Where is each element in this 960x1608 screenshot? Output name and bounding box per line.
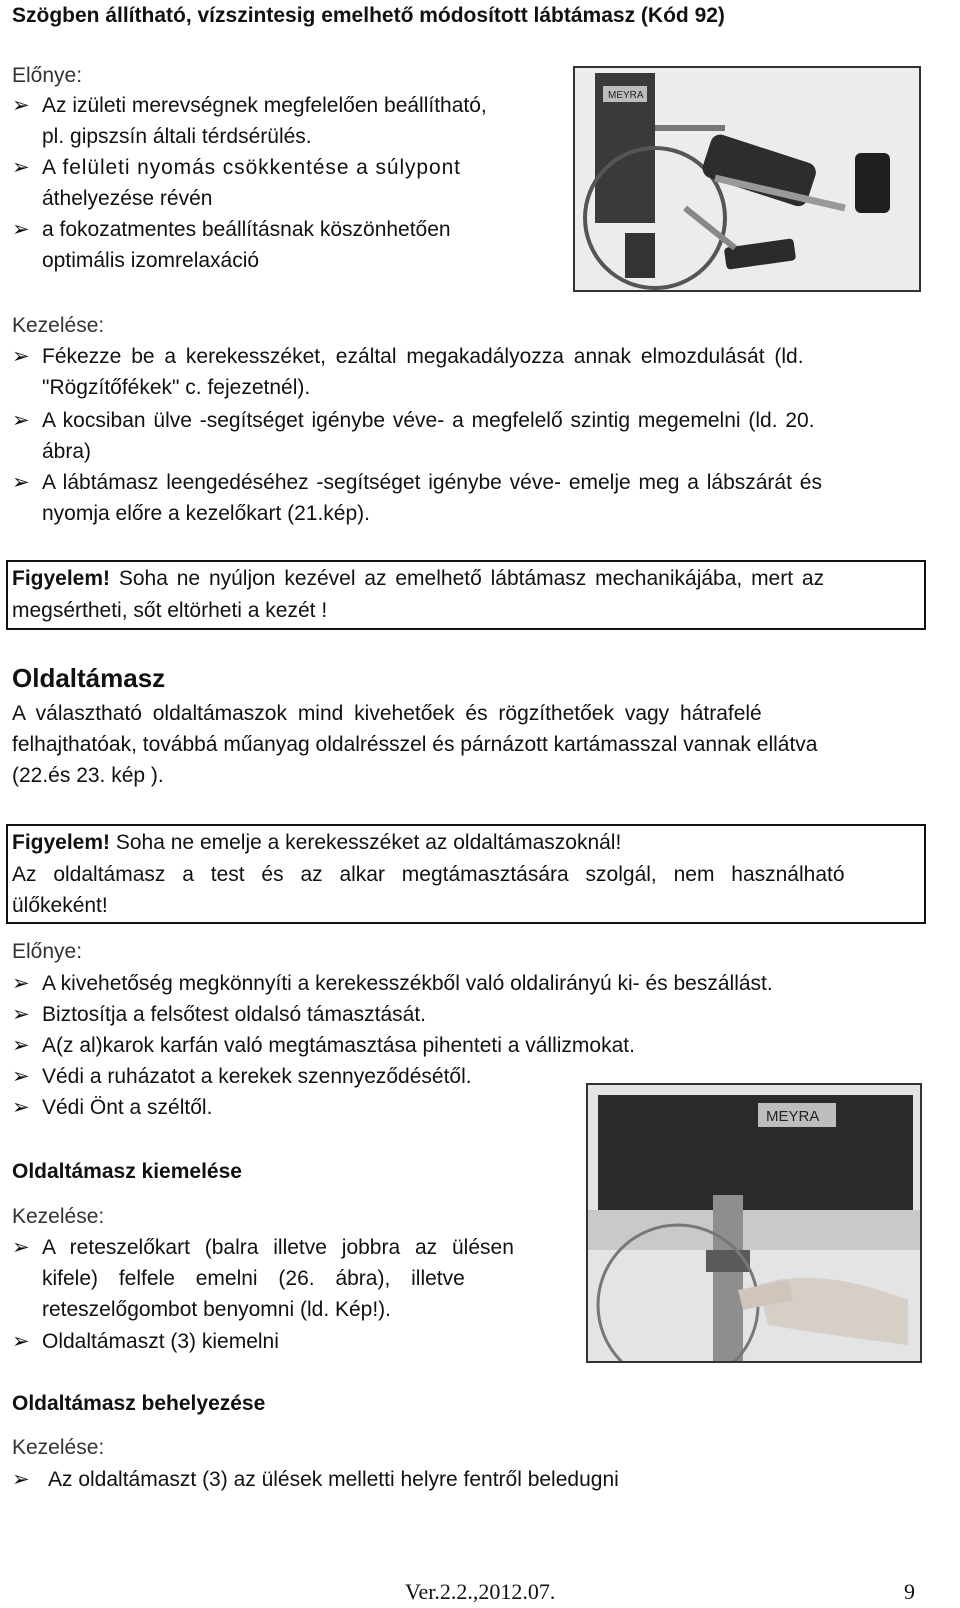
- list-item: Oldaltámaszt (3) kiemelni: [42, 1330, 279, 1353]
- arrow-bullet-icon: ➢: [12, 972, 30, 995]
- arrow-bullet-icon: ➢: [12, 409, 30, 432]
- list-item: "Rögzítőfékek" c. fejezetnél).: [42, 376, 311, 399]
- warning-line: Az oldaltámasz a test és az alkar megtámasztására szolgál, nem használható: [12, 863, 845, 886]
- warning-line: Soha ne emelje a kerekesszéket az oldaltámaszoknál!: [110, 831, 622, 854]
- handling-label: Kezelése:: [12, 314, 105, 337]
- list-item: ábra): [42, 440, 92, 463]
- handling-label: Kezelése:: [12, 1205, 105, 1228]
- list-item: a fokozatmentes beállításnak köszönhetően: [42, 218, 451, 241]
- side-support-photo: [586, 1083, 922, 1363]
- handling-label: Kezelése:: [12, 1436, 105, 1459]
- arrow-bullet-icon: ➢: [12, 1096, 30, 1119]
- meyra-logo: MEYRA: [766, 1108, 820, 1125]
- section-heading: Oldaltámasz: [12, 663, 166, 693]
- arrow-bullet-icon: ➢: [12, 1034, 30, 1057]
- list-item-text: A kocsiban ülve -segítséget igénybe véve- a megfelelő szintig megemelni (ld. 20.: [42, 409, 815, 432]
- warning-label: Figyelem!: [12, 567, 111, 590]
- list-item: reteszelőgombot benyomni (ld. Kép!).: [42, 1298, 392, 1321]
- advantages-label: Előnye:: [12, 64, 83, 87]
- list-item: nyomja előre a kezelőkart (21.kép).: [42, 502, 370, 525]
- list-item: pl. gipszsín általi térdsérülés.: [42, 125, 312, 148]
- arrow-bullet-icon: ➢: [12, 218, 30, 241]
- footrest-photo: [573, 66, 921, 292]
- list-item-text: A felületi nyomás csökkentése a súlypont: [42, 156, 461, 179]
- list-item: A reteszelőkart (balra illetve jobbra az ülésen: [42, 1236, 514, 1259]
- arrow-bullet-icon: ➢: [12, 156, 30, 179]
- arrow-bullet-icon: ➢: [12, 471, 30, 494]
- warning-label: Figyelem!: [12, 831, 111, 854]
- warning-text: [12, 827, 621, 859]
- arrow-bullet-icon: ➢: [12, 1330, 30, 1353]
- meyra-logo: MEYRA: [608, 90, 644, 101]
- list-item: Védi a ruházatot a kerekek szennyeződésétől.: [42, 1065, 472, 1088]
- warning-text: [12, 563, 824, 595]
- list-item: optimális izomrelaxáció: [42, 249, 260, 272]
- page-title: Szögben állítható, vízszintesig emelhető módosított lábtámasz (Kód 92): [12, 4, 725, 27]
- list-item: [42, 152, 552, 184]
- arrow-bullet-icon: ➢: [12, 94, 30, 117]
- list-item: Az izületi merevségnek megfelelően beállítható,: [42, 94, 487, 117]
- list-item: A(z al)karok karfán való megtámasztása pihenteti a vállizmokat.: [42, 1034, 635, 1057]
- arrow-bullet-icon: ➢: [12, 1236, 30, 1259]
- paragraph-line: (22.és 23. kép ).: [12, 764, 164, 787]
- warning-box: [6, 560, 926, 630]
- arrow-bullet-icon: ➢: [12, 1468, 30, 1491]
- arrow-bullet-icon: ➢: [12, 1065, 30, 1088]
- list-item: [42, 341, 918, 373]
- list-item: Az oldaltámaszt (3) az ülések melletti helyre fentről beledugni: [48, 1468, 619, 1491]
- list-item: kifele) felfele emelni (26. ábra), illetve: [42, 1267, 465, 1290]
- list-item: áthelyezése révén: [42, 187, 213, 210]
- advantages-label: Előnye:: [12, 940, 83, 963]
- warning-line: ülőkeként!: [12, 894, 108, 917]
- warning-box: [6, 824, 926, 924]
- list-item: Biztosítja a felsőtest oldalsó támasztását.: [42, 1003, 427, 1026]
- list-item: A kivehetőség megkönnyíti a kerekesszékből való oldalirányú ki- és beszállást.: [42, 972, 773, 995]
- list-item: Védi Önt a széltől.: [42, 1096, 213, 1119]
- list-item: [42, 405, 918, 437]
- warning-line: Soha ne nyúljon kezével az emelhető lábtámasz mechanikájába, mert az: [110, 567, 825, 590]
- side-support-illustration: [588, 1085, 920, 1361]
- arrow-bullet-icon: ➢: [12, 1003, 30, 1026]
- list-item-text: Fékezze be a kerekesszéket, ezáltal megakadályozza annak elmozdulását (ld.: [42, 345, 804, 368]
- page-number: 9: [904, 1579, 915, 1604]
- list-item-text: A lábtámasz leengedéséhez -segítséget igénybe véve- emelje meg a lábszárát és: [42, 471, 822, 494]
- warning-line: megsértheti, sőt eltörheti a kezét !: [12, 599, 328, 622]
- section-heading: Oldaltámasz behelyezése: [12, 1392, 266, 1415]
- footrest-illustration: [575, 68, 919, 290]
- paragraph-line: felhajthatóak, továbbá műanyag oldalrésszel és párnázott kartámasszal vannak ellátva: [12, 733, 818, 756]
- section-heading: Oldaltámasz kiemelése: [12, 1160, 242, 1183]
- footer-version: Ver.2.2.,2012.07.: [405, 1579, 556, 1604]
- arrow-bullet-icon: ➢: [12, 345, 30, 368]
- paragraph-line: A választható oldaltámaszok mind kivehetőek és rögzíthetőek vagy hátrafelé: [12, 702, 762, 725]
- list-item: [42, 467, 918, 499]
